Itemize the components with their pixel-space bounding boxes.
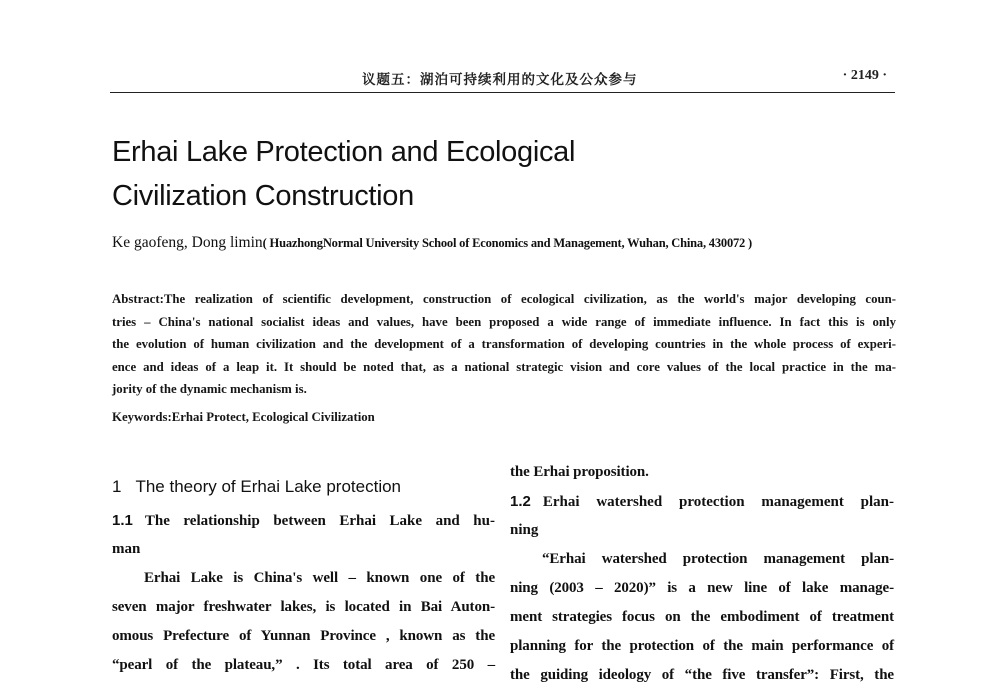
section-heading <box>112 472 495 502</box>
running-header-title: 议题五：湖泊可持续利用的文化及公众参与 <box>362 72 638 88</box>
keywords-label: Keywords: <box>112 410 172 424</box>
section-title: The theory of Erhai Lake protection <box>135 477 402 496</box>
subsection-title-line: ning <box>510 522 539 538</box>
abstract-line: the evolution of human civilization and the development of a transformation of developing countries in the whole process of experi- <box>112 337 896 351</box>
author-line <box>112 234 752 252</box>
running-header <box>110 66 895 93</box>
paragraph-line: ning (2003 – 2020)” is a new line of lake manage- <box>510 580 894 596</box>
abstract-label: Abstract: <box>112 292 164 306</box>
page-number: · 2149 · <box>842 68 887 83</box>
subsection-heading <box>510 487 894 545</box>
paragraph-line: seven major freshwater lakes, is located in Bai Auton- <box>112 599 495 615</box>
continued-paragraph <box>510 458 894 487</box>
subsection-title-line: man <box>112 541 141 557</box>
paragraph-line: the Erhai proposition. <box>510 464 649 480</box>
abstract-line: tries – China's national socialist ideas and values, have been proposed a wide range of immediate influence. In fact this is only <box>112 314 896 329</box>
left-column <box>112 460 495 680</box>
subsection-number: 1.2 <box>510 493 531 510</box>
article-title <box>112 130 812 218</box>
authors: Ke gaofeng, Dong limin <box>112 234 263 251</box>
article-title-line-2: Civilization Construction <box>112 180 414 212</box>
paragraph-line: “Erhai watershed protection management plan- <box>542 551 894 567</box>
subsection-title-line: Erhai watershed protection management plan- <box>542 494 894 510</box>
affiliation: ( HuazhongNormal University School of Economics and Management, Wuhan, China, 430072 ) <box>262 236 752 250</box>
abstract <box>112 288 896 401</box>
subsection-number: 1.1 <box>112 512 133 529</box>
paragraph-line: “pearl of the plateau,” . Its total area of 250 – <box>112 657 495 673</box>
subsection-title-line: The relationship between Erhai Lake and hu- <box>144 513 495 529</box>
keywords-value: Erhai Protect, Ecological Civilization <box>171 410 375 424</box>
paragraph <box>510 545 894 690</box>
right-column <box>510 458 894 690</box>
paragraph <box>112 564 495 680</box>
section-number: 1 <box>112 477 122 496</box>
paragraph-line: the guiding ideology of “the five transfer”: First, the <box>510 667 894 683</box>
paragraph-line: planning for the protection of the main performance of <box>510 638 894 654</box>
abstract-line: ence and ideas of a leap it. It should be noted that, as a national strategic vision and core values of the local practice in the ma- <box>112 359 896 374</box>
article-title-line-1: Erhai Lake Protection and Ecological <box>112 136 576 168</box>
keywords <box>112 410 375 425</box>
paragraph-line: omous Prefecture of Yunnan Province , known as the <box>112 628 495 644</box>
abstract-line: jority of the dynamic mechanism is. <box>112 382 307 396</box>
subsection-heading <box>112 506 495 564</box>
abstract-line: Abstract:The realization of scientific development, construction of ecological civilization, as the world's major developing coun- <box>112 292 896 306</box>
paragraph-line: ment strategies focus on the embodiment of treatment <box>510 609 894 625</box>
paragraph-line: Erhai Lake is China's well – known one of the <box>144 570 495 586</box>
